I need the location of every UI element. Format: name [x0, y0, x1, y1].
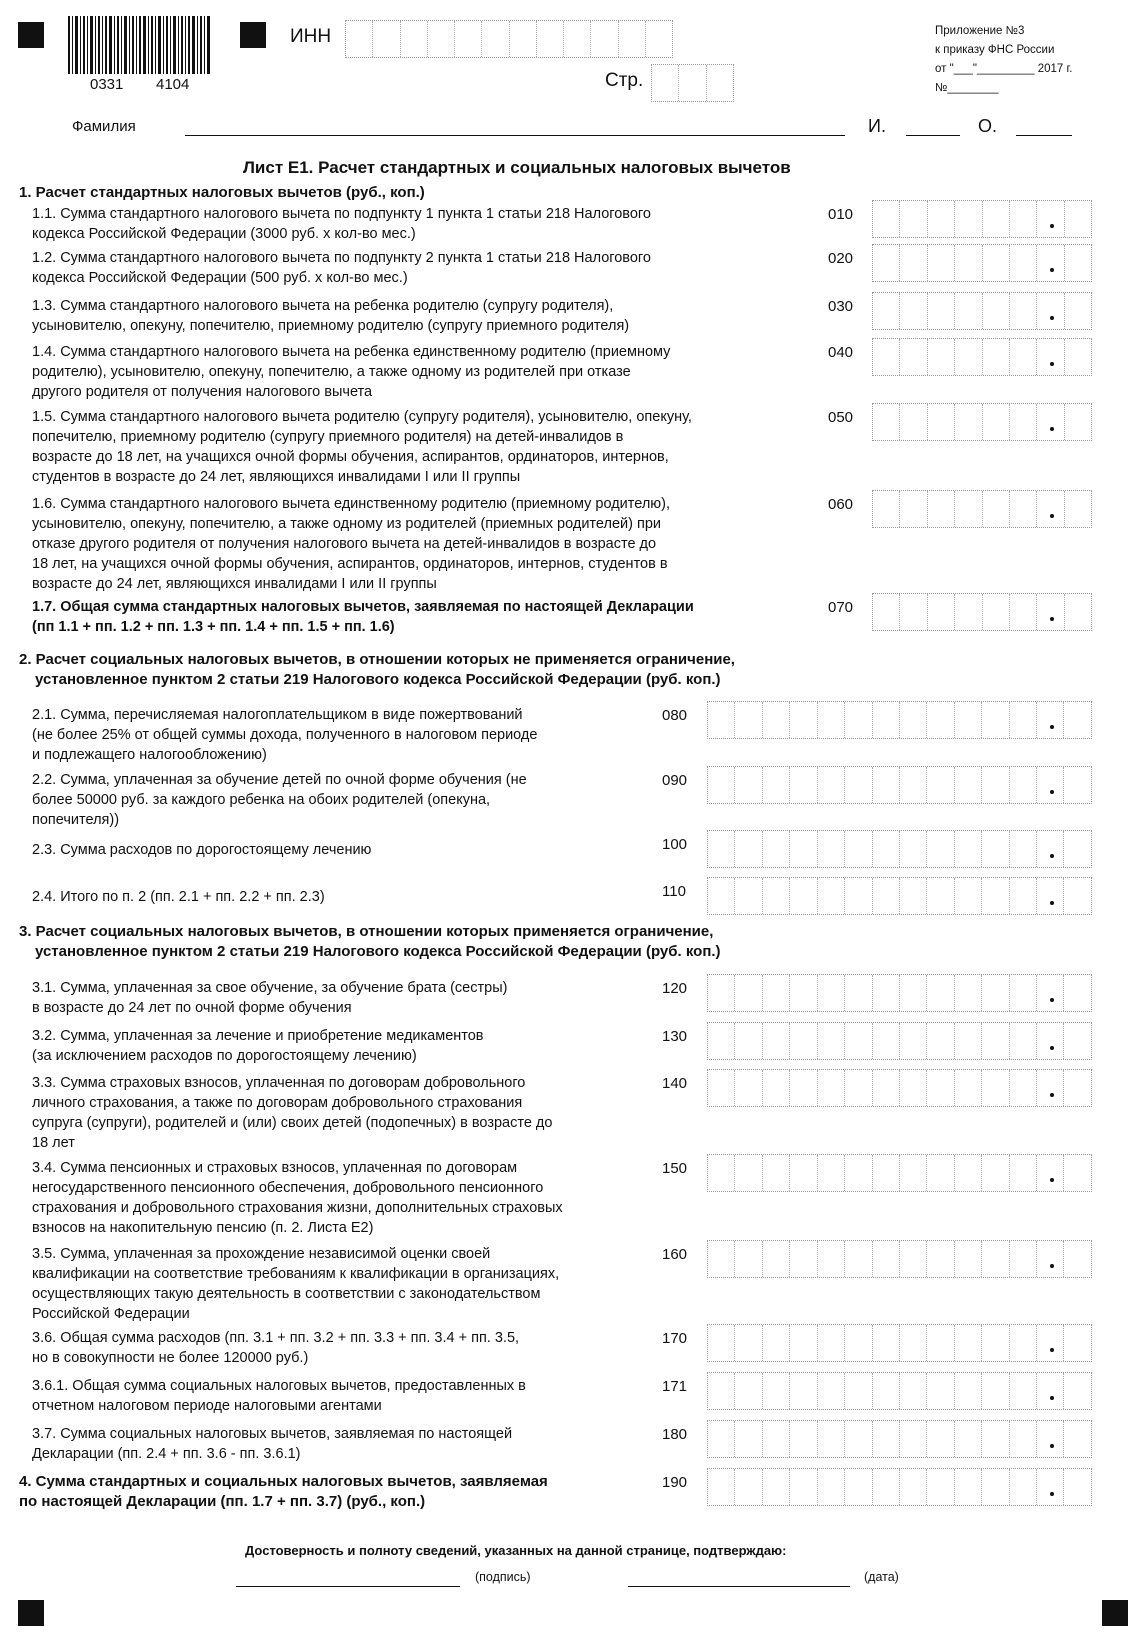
section-3-title-line-1: 3. Расчет социальных налоговых вычетов, в отношении которых применяется ограничение, [19, 923, 714, 940]
amount-input[interactable] [707, 701, 1092, 739]
decimal-point-icon [1050, 1396, 1054, 1400]
line-item-text: 2.2. Сумма, уплаченная за обучение детей по очной форме обучения (не более 50000 руб. за каждого ребенка на обоих родителей (опекуна, попечителя)) [32, 772, 527, 828]
line-item-text: 1.2. Сумма стандартного налогового вычета по подпункту 2 пункта 1 статьи 218 Налогового кодекса Российской Федерации (500 руб. х кол-во мес.) [32, 250, 651, 286]
decimal-point-icon [1050, 901, 1054, 905]
section-2-title-line-1: 2. Расчет социальных налоговых вычетов, в отношении которых не применяется ограничение, [19, 651, 735, 668]
decimal-point-icon [1050, 1348, 1054, 1352]
date-caption: (дата) [864, 1570, 899, 1584]
line-code: 080 [662, 707, 688, 724]
decimal-point-icon [1050, 427, 1054, 431]
line-item-text: 4. Сумма стандартных и социальных налоговых вычетов, заявляемая по настоящей Декларации (пп. 1.7 + пп. 3.7) (руб., коп.) [19, 1473, 548, 1510]
registration-mark-bottom-right [1102, 1600, 1128, 1626]
line-item-text: 1.4. Сумма стандартного налогового вычета на ребенка единственному родителю (приемному родителю), усыновителю, опекуну, попечителю, а также одному из родителей при отказе другого родителя от получения налогового вычета [32, 344, 671, 400]
line-code: 180 [662, 1426, 688, 1443]
line-code: 020 [828, 250, 854, 267]
decimal-point-icon [1050, 1264, 1054, 1268]
line-item-text: 3.6. Общая сумма расходов (пп. 3.1 + пп. 3.2 + пп. 3.3 + пп. 3.4 + пп. 3.5, но в совокупности не более 120000 руб.) [32, 1330, 520, 1366]
decimal-point-icon [1050, 1093, 1054, 1097]
barcode-icon [66, 16, 216, 74]
appendix-line-3: от "___"_________ 2017 г. [935, 63, 1073, 75]
appendix-note [935, 22, 1072, 98]
line-code: 150 [662, 1160, 688, 1177]
line-item-text: 3.7. Сумма социальных налоговых вычетов, заявляемая по настоящей Декларации (пп. 2.4 + пп. 3.6 - пп. 3.6.1) [32, 1426, 513, 1462]
amount-input[interactable] [872, 490, 1092, 528]
section-2-title [19, 650, 735, 690]
line-item-text: 2.3. Сумма расходов по дорогостоящему лечению [32, 842, 372, 858]
amount-input[interactable] [707, 877, 1092, 915]
page-label: Стр. [605, 70, 644, 91]
line-code: 120 [662, 980, 688, 997]
amount-input[interactable] [707, 1154, 1092, 1192]
appendix-line-4: №________ [935, 82, 999, 94]
line-item-text: 2.4. Итого по п. 2 (пп. 2.1 + пп. 2.2 + пп. 2.3) [32, 889, 325, 905]
decimal-point-icon [1050, 998, 1054, 1002]
amount-input[interactable] [707, 1240, 1092, 1278]
page-number-input[interactable] [651, 64, 734, 102]
line-code: 170 [662, 1330, 688, 1347]
signature-caption: (подпись) [475, 1570, 531, 1584]
registration-mark-top-mid [240, 22, 266, 48]
line-code: 060 [828, 496, 854, 513]
decimal-point-icon [1050, 854, 1054, 858]
line-code: 190 [662, 1474, 688, 1491]
surname-field[interactable] [185, 135, 845, 136]
line-code: 130 [662, 1028, 688, 1045]
sheet-title: Лист Е1. Расчет стандартных и социальных налоговых вычетов [243, 158, 791, 177]
appendix-line-1: Приложение №3 [935, 25, 1025, 37]
initial-i-field[interactable] [906, 135, 960, 136]
amount-input[interactable] [872, 338, 1092, 376]
line-item-text: 3.1. Сумма, уплаченная за свое обучение, за обучение брата (сестры) в возрасте до 24 лет по очной форме обучения [32, 980, 508, 1016]
decimal-point-icon [1050, 224, 1054, 228]
line-item-text: 3.4. Сумма пенсионных и страховых взносов, уплаченная по договорам негосударственного пенсионного обеспечения, добровольного пенсионного страхования и добровольного страхования жизни, дополнительных страховых взносов на накопительную пенсию (п. 2. Листа Е2) [32, 1160, 563, 1236]
line-code: 010 [828, 206, 854, 223]
barcode-number-left: 0331 [90, 76, 124, 93]
line-item-text: 1.6. Сумма стандартного налогового вычета единственному родителю (приемному родителю), усыновителю, опекуну, попечителю, а также одному из родителей (приемных родителей) при отказе другого родителя от получения налогового вычета на детей-инвалидов в возрасте до 18 лет, на учащихся очной формы обучения, аспирантов, ординаторов, интернов, студентов в возрасте до 24 лет, являющихся инвалидами I или II группы [32, 496, 671, 592]
line-code: 040 [828, 344, 854, 361]
line-item-text: 1.5. Сумма стандартного налогового вычета родителю (супругу родителя), усыновителю, опекуну, попечителю, приемному родителю (супругу приемного родителя) на детей-инвалидов в возрасте до 18 лет, на учащихся очной формы обучения, аспирантов, ординаторов, интернов, студентов в возрасте до 24 лет, являющихся инвалидами I или II группы [32, 409, 692, 485]
inn-label: ИНН [290, 26, 332, 47]
amount-input[interactable] [707, 766, 1092, 804]
registration-mark-top-left [18, 22, 44, 48]
initial-o-label: О. [978, 116, 998, 136]
section-2-title-line-2: установленное пунктом 2 статьи 219 Налогового кодекса Российской Федерации (руб. коп.) [35, 671, 721, 688]
confirm-statement: Достоверность и полноту сведений, указанных на данной странице, подтверждаю: [245, 1543, 787, 1558]
amount-input[interactable] [707, 1468, 1092, 1506]
initial-o-field[interactable] [1016, 135, 1072, 136]
amount-input[interactable] [707, 1069, 1092, 1107]
amount-input[interactable] [707, 1372, 1092, 1410]
amount-input[interactable] [707, 1420, 1092, 1458]
appendix-line-2: к приказу ФНС России [935, 44, 1055, 56]
registration-mark-bottom-left [18, 1600, 44, 1626]
line-code: 100 [662, 836, 688, 853]
amount-input[interactable] [707, 830, 1092, 868]
inn-input[interactable] [345, 20, 673, 58]
decimal-point-icon [1050, 1178, 1054, 1182]
line-item-text: 2.1. Сумма, перечисляемая налогоплательщиком в виде пожертвований (не более 25% от общей суммы дохода, полученного в налоговом периоде и подлежащего налогообложению) [32, 707, 538, 763]
line-item-text: 3.3. Сумма страховых взносов, уплаченная по договорам добровольного личного страхования, а также по договорам добровольного страхования супруга (супруги), родителей и (или) своих детей (подопечных) в возрасте до 18 лет [32, 1075, 553, 1151]
decimal-point-icon [1050, 268, 1054, 272]
line-item-text: 3.5. Сумма, уплаченная за прохождение независимой оценки своей квалификации на соответствие требованиям к квалификации в организациях, осуществляющих такую деятельность в соответствии с законодательством Российской Федерации [32, 1246, 560, 1322]
line-code: 070 [828, 599, 854, 616]
line-item-text: 3.2. Сумма, уплаченная за лечение и приобретение медикаментов (за исключением расходов по дорогостоящему лечению) [32, 1028, 484, 1064]
amount-input[interactable] [707, 974, 1092, 1012]
decimal-point-icon [1050, 790, 1054, 794]
signature-field[interactable] [236, 1586, 460, 1587]
amount-input[interactable] [707, 1022, 1092, 1060]
decimal-point-icon [1050, 362, 1054, 366]
surname-label: Фамилия [72, 118, 136, 135]
line-item-text: 1.3. Сумма стандартного налогового вычета на ребенка родителю (супругу родителя), усыновителю, опекуну, попечителю, приемному родителю (супругу приемного родителя) [32, 298, 630, 334]
amount-input[interactable] [872, 200, 1092, 238]
line-code: 160 [662, 1246, 688, 1263]
initial-i-label: И. [868, 116, 886, 136]
section-3-title-line-2: установленное пунктом 2 статьи 219 Налогового кодекса Российской Федерации (руб. коп.) [35, 943, 721, 960]
line-code: 030 [828, 298, 854, 315]
line-item-text: 1.7. Общая сумма стандартных налоговых вычетов, заявляемая по настоящей Декларации (пп 1.1 + пп. 1.2 + пп. 1.3 + пп. 1.4 + пп. 1.5 + пп. 1.6) [32, 599, 694, 635]
amount-input[interactable] [707, 1324, 1092, 1362]
decimal-point-icon [1050, 316, 1054, 320]
line-code: 090 [662, 772, 688, 789]
date-field[interactable] [628, 1586, 850, 1587]
amount-input[interactable] [872, 244, 1092, 282]
line-item-text: 1.1. Сумма стандартного налогового вычета по подпункту 1 пункта 1 статьи 218 Налогового кодекса Российской Федерации (3000 руб. х кол-во мес.) [32, 206, 651, 242]
decimal-point-icon [1050, 1046, 1054, 1050]
line-code: 140 [662, 1075, 688, 1092]
amount-input[interactable] [872, 593, 1092, 631]
decimal-point-icon [1050, 1444, 1054, 1448]
section-1-title: 1. Расчет стандартных налоговых вычетов (руб., коп.) [19, 184, 425, 201]
decimal-point-icon [1050, 514, 1054, 518]
amount-input[interactable] [872, 292, 1092, 330]
line-item-text: 3.6.1. Общая сумма социальных налоговых вычетов, предоставленных в отчетном налоговом периоде налоговыми агентами [32, 1378, 526, 1414]
section-3-title [19, 922, 721, 962]
line-code: 171 [662, 1378, 688, 1395]
amount-input[interactable] [872, 403, 1092, 441]
line-code: 050 [828, 409, 854, 426]
decimal-point-icon [1050, 617, 1054, 621]
decimal-point-icon [1050, 725, 1054, 729]
line-code: 110 [662, 883, 686, 900]
barcode-number-right: 4104 [156, 76, 190, 93]
decimal-point-icon [1050, 1492, 1054, 1496]
